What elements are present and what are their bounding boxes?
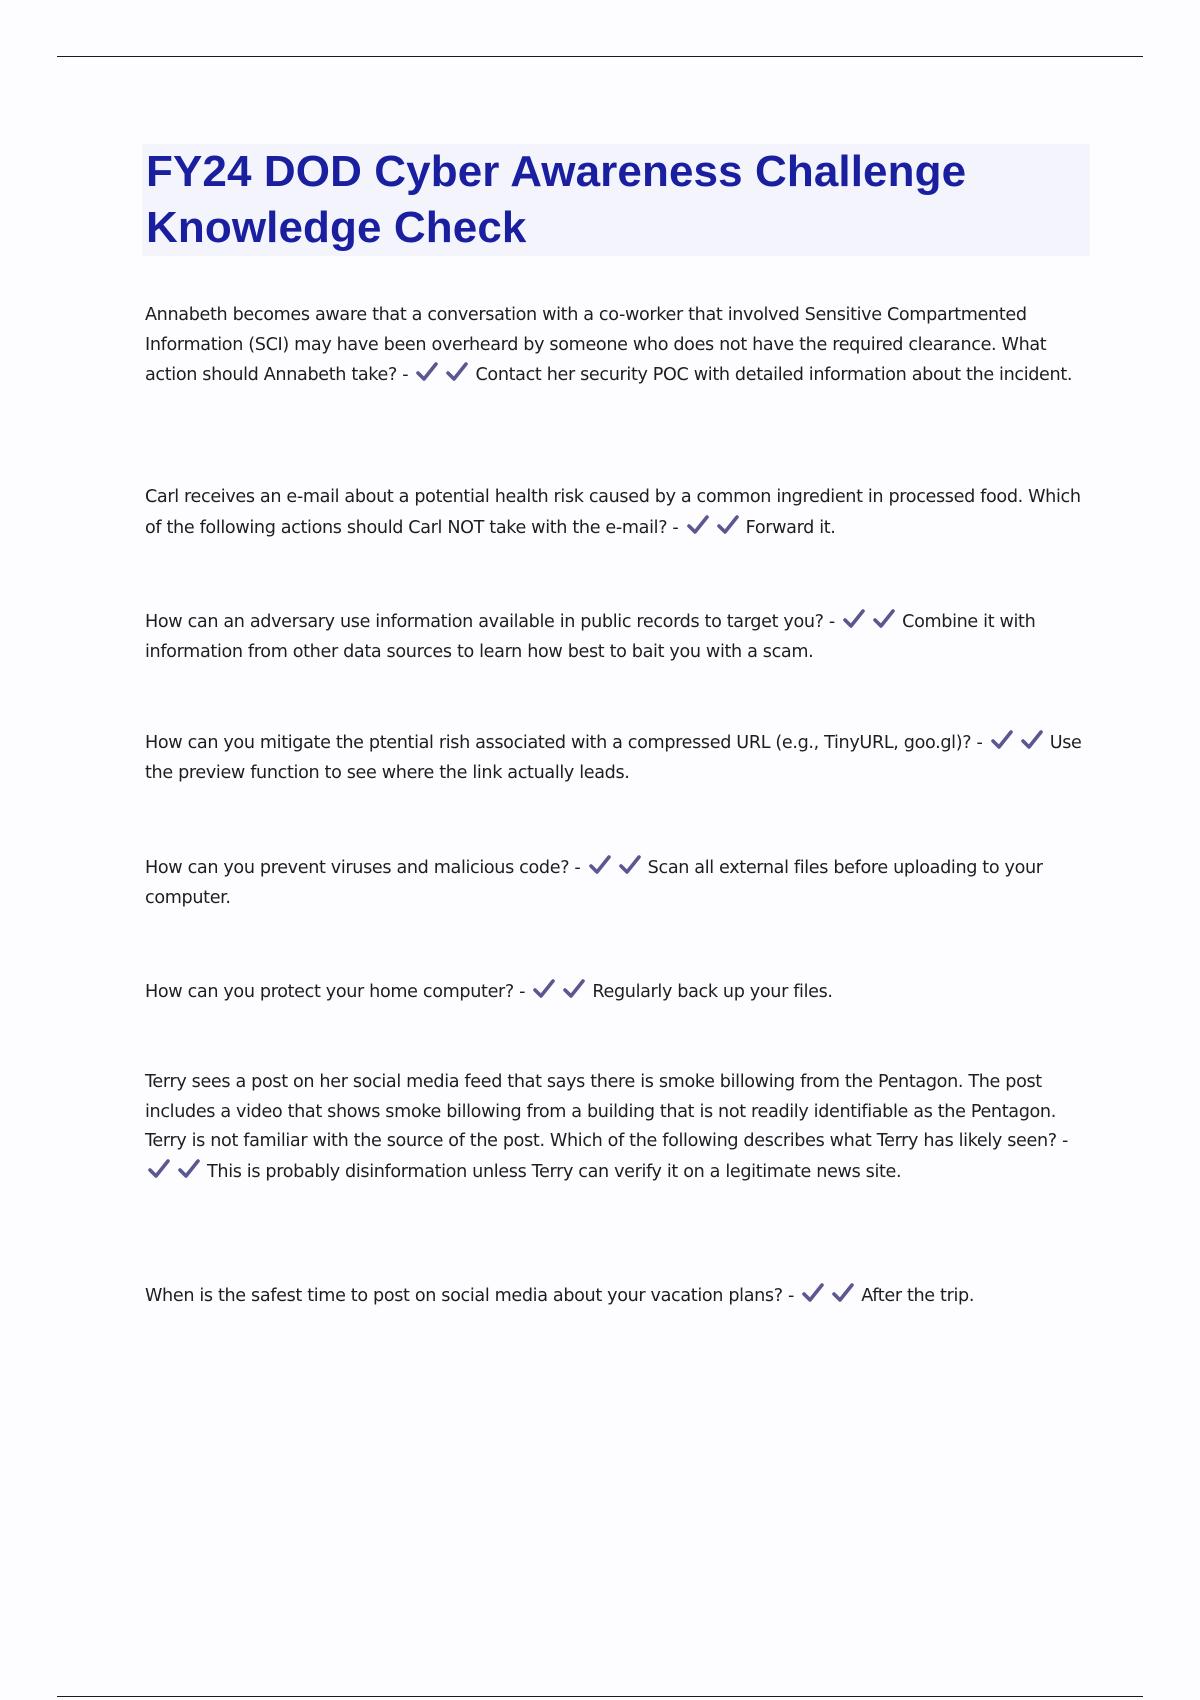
title-line-2: Knowledge Check: [146, 203, 527, 252]
qa-item-6: [145, 977, 1095, 1008]
check-mark-icon: [562, 977, 586, 1001]
separator: -: [823, 612, 841, 632]
answer-text: Use the preview function to see where the link actually leads.: [145, 733, 1082, 783]
question-text: How can an adversary use information available in public records to target you?: [145, 612, 824, 632]
separator: -: [971, 733, 988, 753]
check-mark-icon: [716, 513, 740, 537]
qa-item-4: [145, 728, 1095, 788]
separator: -: [1056, 1131, 1069, 1151]
check-mark-icon: [532, 977, 556, 1001]
title-block: [142, 144, 1090, 256]
check-mark-icon: [618, 853, 642, 877]
qa-item-8: [145, 1281, 1095, 1312]
qa-item-1: [145, 301, 1095, 391]
qa-item-3: [145, 607, 1095, 667]
qa-item-7: [145, 1068, 1095, 1187]
question-text: Carl receives an e-mail about a potential health risk caused by a common ingredient in processed food. Which of the following actions should Carl NOT take with the e-mail?: [145, 487, 1081, 538]
separator: -: [396, 365, 414, 385]
answer-text: After the trip.: [861, 1286, 975, 1306]
check-mark-icon: [990, 728, 1014, 752]
answer-text: Regularly back up your files.: [592, 982, 833, 1002]
check-mark-icon: [177, 1157, 201, 1181]
qa-item-2: [145, 483, 1095, 543]
check-mark-icon: [686, 513, 710, 537]
answer-text: Scan all external files before uploading to your computer.: [145, 858, 1043, 908]
check-mark-icon: [415, 360, 439, 384]
answer-text: This is probably disinformation unless Terry can verify it on a legitimate news site.: [207, 1161, 902, 1182]
answer-text: Contact her security POC with detailed information about the incident.: [475, 365, 1073, 385]
question-text: How can you protect your home computer?: [145, 982, 514, 1002]
separator: -: [513, 982, 531, 1002]
separator: -: [782, 1286, 800, 1306]
check-mark-icon: [831, 1281, 855, 1305]
title-line-1: FY24 DOD Cyber Awareness Challenge: [146, 147, 967, 196]
check-mark-icon: [842, 607, 866, 631]
question-text: Annabeth becomes aware that a conversation with a co-worker that involved Sensitive Compartmented Information (SCI) may have been overheard by someone who does not have the required clearance. What action should Annabeth take?: [145, 305, 1047, 385]
check-mark-icon: [588, 853, 612, 877]
qa-item-5: [145, 853, 1095, 913]
separator: -: [569, 858, 586, 878]
check-mark-icon: [801, 1281, 825, 1305]
document-title: [142, 144, 1090, 256]
check-mark-icon: [147, 1157, 171, 1181]
separator: -: [667, 517, 684, 538]
check-mark-icon: [445, 360, 469, 384]
question-text: Terry sees a post on her social media feed that says there is smoke billowing from the Pentagon. The post includes a video that shows smoke billowing from a building that is not readily identifiable as the Pentagon. Terry is not familiar with the source of the post. Which of the following describes what Terry has likely seen?: [145, 1072, 1057, 1151]
answer-text: Combine it with information from other data sources to learn how best to bait you with a scam.: [145, 612, 1036, 662]
question-text: How can you prevent viruses and malicious code?: [145, 858, 570, 878]
question-text: When is the safest time to post on social media about your vacation plans?: [145, 1286, 783, 1306]
footer-rule: [57, 1696, 1143, 1697]
check-mark-icon: [872, 607, 896, 631]
question-text: How can you mitigate the ptential rish associated with a compressed URL (e.g., TinyURL, goo.gl)?: [145, 733, 972, 753]
answer-text: Forward it.: [745, 517, 836, 538]
check-mark-icon: [1020, 728, 1044, 752]
header-rule: [57, 56, 1143, 57]
